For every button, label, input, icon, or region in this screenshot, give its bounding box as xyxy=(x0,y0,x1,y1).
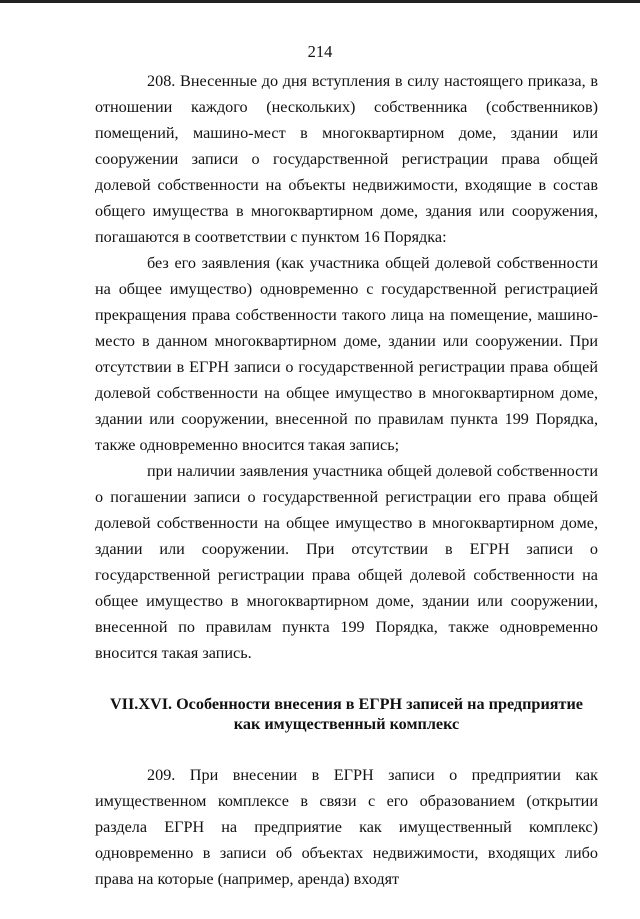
section-heading-line-2: как имущественный комплекс xyxy=(233,715,460,733)
paragraph-without-application: без его заявления (как участника общей долевой собственности на общее имущество) одновременно с государственной регистрацией прекращения права собственности такого лица на помещение, машино-место в данном многоквартирном доме, здании или сооружении. При отсутствии в ЕГРН записи о государственной регистрации права общей долевой собственности на общее имущество в многоквартирном доме, здании или сооружении, внесенной по правилам пункта 199 Порядка, также одновременно вносится такая запись; xyxy=(95,254,598,454)
page-top-edge xyxy=(0,0,640,3)
paragraph-209: 209. При внесении в ЕГРН записи о предприятии как имущественном комплексе в связи с его образованием (открытии раздела ЕГРН на предприятие как имущественный комплекс) одновременно в записи об объектах недвижимости, входящих либо права на которые (например, аренда) входят xyxy=(95,766,598,888)
section-heading-line-1: VII.XVI. Особенности внесения в ЕГРН записей на предприятие xyxy=(109,695,583,713)
paragraph-with-application: при наличии заявления участника общей долевой собственности о погашении записи о государственной регистрации его права общей долевой собственности на общее имущество в многоквартирном доме, здании или сооружении. При отсутствии в ЕГРН записи о государственной регистрации права общей долевой собственности на общее имущество в многоквартирном доме, здании или сооружении, внесенной по правилам пункта 199 Порядка, также одновременно вносится такая запись. xyxy=(95,462,598,662)
page-number: 214 xyxy=(307,42,333,61)
section-heading xyxy=(95,694,598,734)
paragraph-208: 208. Внесенные до дня вступления в силу настоящего приказа, в отношении каждого (нескольких) собственника (собственников) помещений, машино-мест в многоквартирном доме, здании или сооружении записи о государственной регистрации права общей долевой собственности на объекты недвижимости, входящие в состав общего имущества в многоквартирном доме, здания или сооружения, погашаются в соответствии с пунктом 16 Порядка: xyxy=(95,72,598,246)
document-body xyxy=(95,68,598,892)
